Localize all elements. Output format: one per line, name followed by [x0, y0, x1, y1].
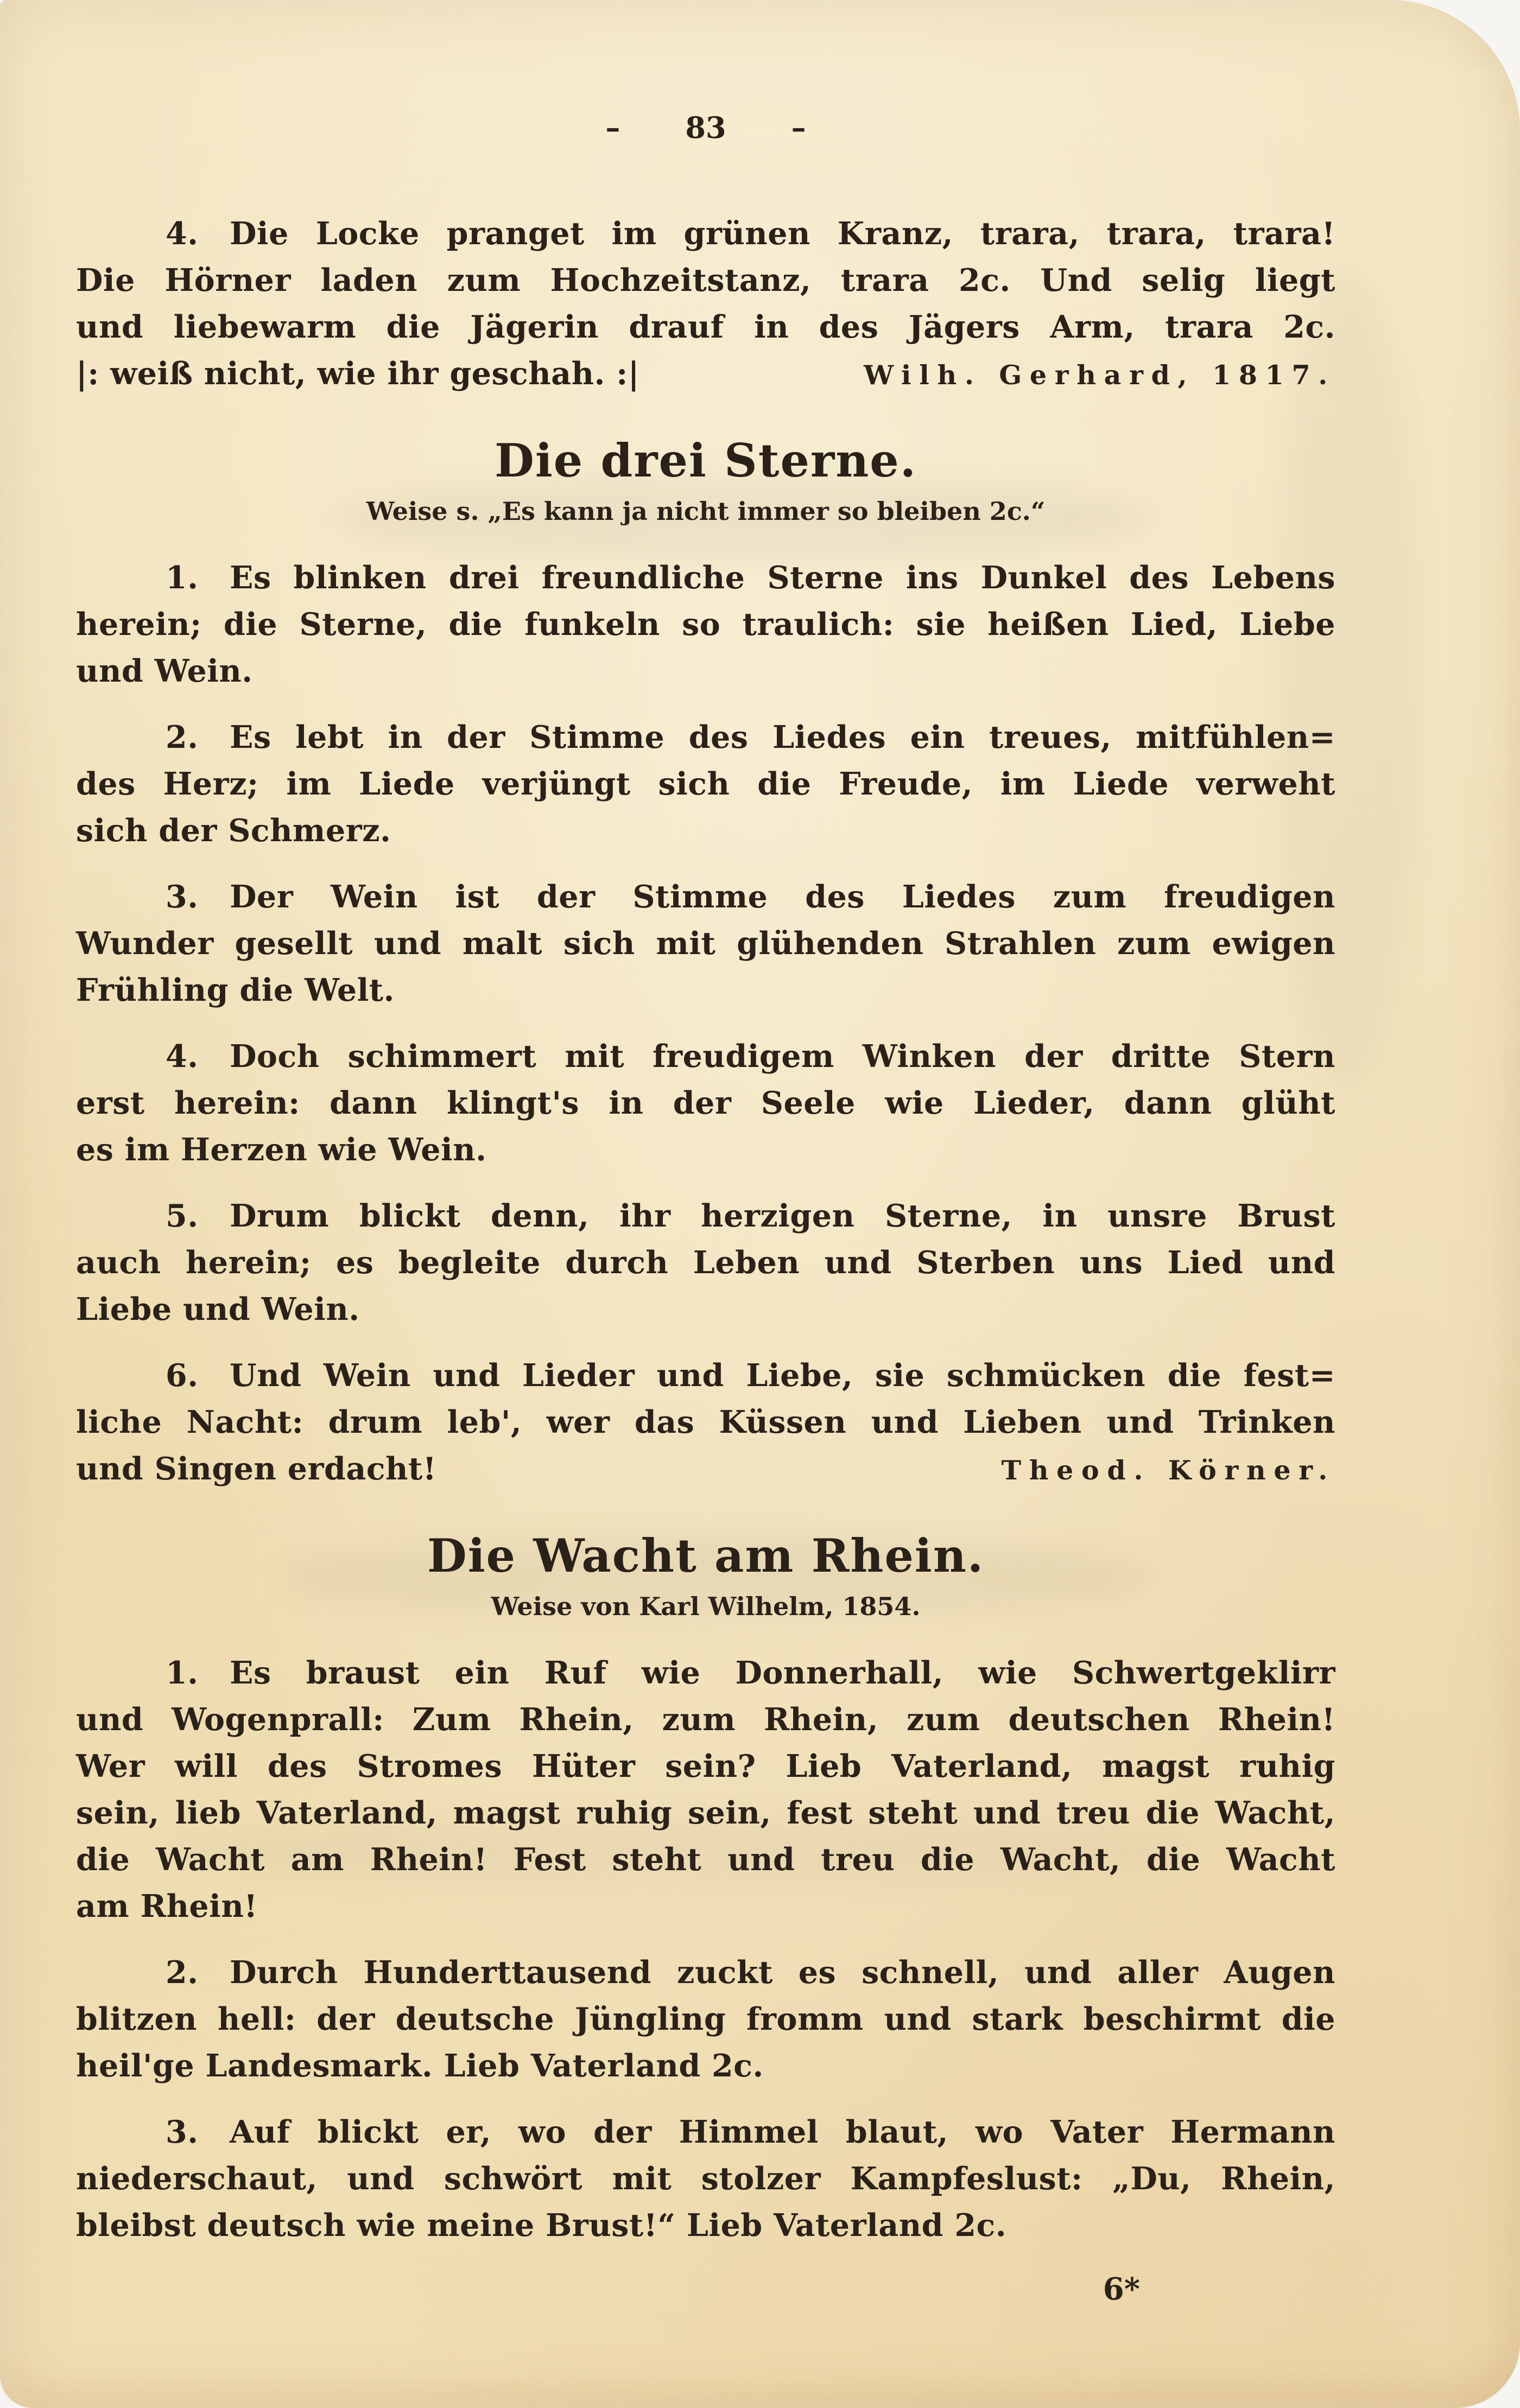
verse-paragraph: [76, 1650, 1335, 1930]
verse-line: und liebewarm die Jägerin drauf in des Jägers Arm, trara 2c.: [76, 309, 1335, 345]
tune-note: Weise von Karl Wilhelm, 1854.: [491, 1592, 921, 1621]
verse-line: 2. Durch Hunderttausend zuckt es schnell, und aller Augen: [166, 1954, 1335, 1991]
verse-line: 5. Drum blickt denn, ihr herzigen Sterne, in unsre Brust: [166, 1198, 1335, 1234]
verse-line: 4. Doch schimmert mit freudigem Winken der dritte Stern: [166, 1038, 1335, 1075]
verse-line: und Wogenprall: Zum Rhein, zum Rhein, zum deutschen Rhein!: [76, 1701, 1335, 1738]
verse-line: am Rhein!: [76, 1888, 258, 1924]
verse-line: 1. Es blinken drei freundliche Sterne ins Dunkel des Lebens: [166, 560, 1335, 596]
song-title: Die drei Sterne.: [495, 434, 917, 487]
song-title: Die Wacht am Rhein.: [427, 1529, 985, 1583]
verse-line: Frühling die Welt.: [76, 972, 395, 1008]
previous-song-fragment: [76, 211, 1335, 398]
verse-paragraph: [76, 1352, 1335, 1494]
verse-paragraph: [76, 1033, 1335, 1173]
verse-line: die Wacht am Rhein! Fest steht und treu die Wacht, die Wacht: [76, 1841, 1335, 1878]
verse-line: Wunder gesellt und malt sich mit glühenden Strahlen zum ewigen: [76, 925, 1335, 962]
verse-line: sich der Schmerz.: [76, 812, 391, 849]
verse-line: und Wein.: [76, 653, 253, 689]
verse-line: Liebe und Wein.: [76, 1291, 360, 1327]
verse-line: Wer will des Stromes Hüter sein? Lieb Vaterland, magst ruhig: [76, 1748, 1335, 1784]
song: [76, 432, 1335, 1494]
verse-line: 3. Auf blickt er, wo der Himmel blaut, wo Vater Hermann: [166, 2114, 1335, 2150]
verse-line: bleibst deutsch wie meine Brust!“ Lieb Vaterland 2c.: [76, 2207, 1007, 2244]
verse-line: und Singen erdacht!: [76, 1451, 437, 1487]
verse-line: sein, lieb Vaterland, magst ruhig sein, fest steht und treu die Wacht,: [76, 1795, 1335, 1831]
verse-paragraph: [76, 555, 1335, 695]
verse-line: Die Hörner laden zum Hochzeitstanz, trara 2c. Und selig liegt: [76, 262, 1335, 298]
verse-line: niederschaut, und schwört mit stolzer Kampfeslust: „Du, Rhein,: [76, 2161, 1335, 2197]
author-attribution: Theod. Körner.: [1001, 1454, 1335, 1486]
header-rule-left: –: [605, 110, 620, 145]
songs: [76, 432, 1335, 2249]
verse-line: 1. Es braust ein Ruf wie Donnerhall, wie Schwertgeklirr: [166, 1655, 1335, 1691]
verse-line: blitzen hell: der deutsche Jüngling fromm und stark beschirmt die: [76, 2001, 1335, 2037]
song: [76, 1527, 1335, 2249]
verse-line: 6. Und Wein und Lieder und Liebe, sie schmücken die fest=: [166, 1357, 1335, 1394]
page-header: [76, 109, 1335, 147]
verse-line: herein; die Sterne, die funkeln so traulich: sie heißen Lied, Liebe: [76, 606, 1335, 643]
verse-paragraph: [76, 2109, 1335, 2249]
verse-paragraph: [76, 874, 1335, 1014]
verse-line: heil'ge Landesmark. Lieb Vaterland 2c.: [76, 2048, 764, 2084]
page-number: 83: [685, 110, 726, 145]
verse-paragraph: [76, 1949, 1335, 2089]
verse-line: 2. Es lebt in der Stimme des Liedes ein treues, mitfühlen=: [166, 719, 1335, 755]
verse-line: liche Nacht: drum leb', wer das Küssen und Lieben und Trinken: [76, 1404, 1335, 1440]
author-attribution: Wilh. Gerhard, 1817.: [864, 359, 1335, 391]
verse-line-with-attribution: [76, 351, 1335, 398]
verses: [76, 1650, 1335, 2249]
verses: [76, 555, 1335, 1494]
verse-line: erst herein: dann klingt's in der Seele wie Lieder, dann glüht: [76, 1085, 1335, 1121]
tune-note: Weise s. „Es kann ja nicht immer so bleiben 2c.“: [366, 497, 1046, 526]
verse-line: auch herein; es begleite durch Leben und Sterben uns Lied und: [76, 1244, 1335, 1281]
verse-paragraph: [76, 714, 1335, 854]
verse-line: |: weiß nicht, wie ihr geschah. :|: [76, 355, 640, 392]
verse-paragraph: [76, 211, 1335, 398]
verse-paragraph: [76, 1193, 1335, 1333]
printers-signature-mark: 6*: [1103, 2271, 1140, 2307]
verse-line: 4. Die Locke pranget im grünen Kranz, trara, trara, trara!: [166, 215, 1335, 252]
verse-line: 3. Der Wein ist der Stimme des Liedes zum freudigen: [166, 879, 1335, 915]
verse-line-with-attribution: [76, 1446, 1335, 1494]
verse-line: des Herz; im Liede verjüngt sich die Freude, im Liede verweht: [76, 766, 1335, 802]
header-rule-right: –: [791, 110, 806, 145]
verse-line: es im Herzen wie Wein.: [76, 1132, 487, 1168]
